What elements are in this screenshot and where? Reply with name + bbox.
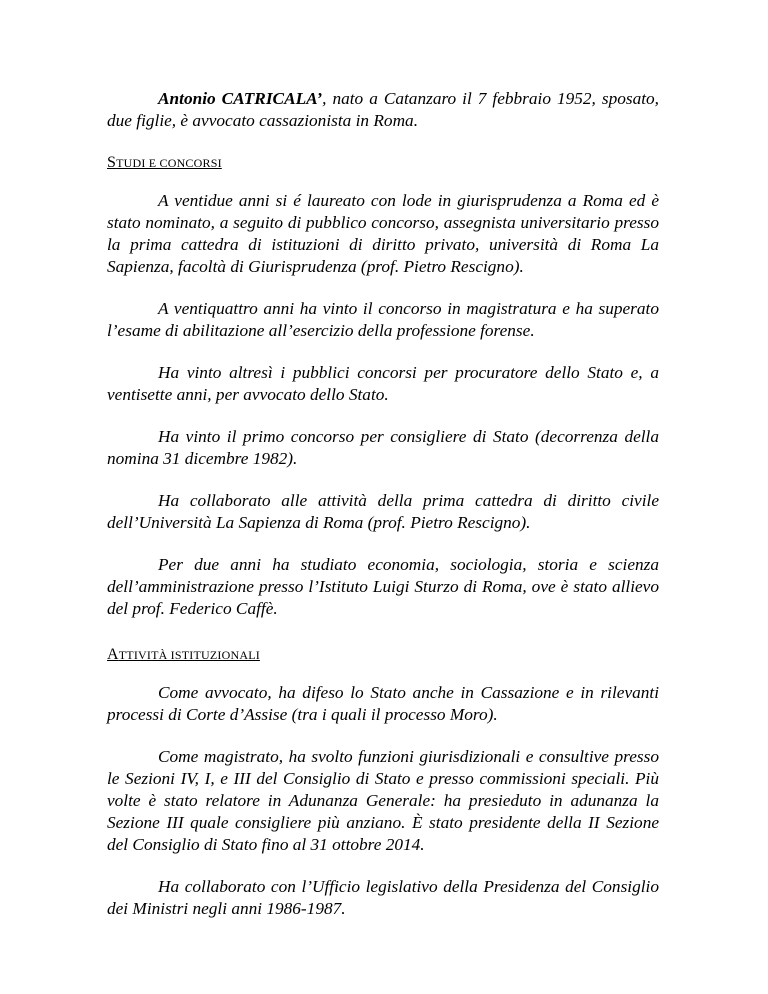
paragraph: Ha collaborato con l’Ufficio legislativo della Presidenza del Consiglio dei Ministri negli anni 1986-1987. — [107, 877, 659, 918]
document-page — [107, 88, 659, 940]
paragraph: Ha vinto il primo concorso per consigliere di Stato (decorrenza della nomina 31 dicembre 1982). — [107, 427, 659, 468]
paragraph: Ha collaborato alle attività della prima cattedra di diritto civile dell’Università La Sapienza di Roma (prof. Pietro Rescigno). — [107, 491, 659, 532]
intro-text: , nato a Catanzaro il 7 febbraio 1952, sposato, due figlie, è avvocato cassazionista in Roma. — [107, 89, 659, 130]
heading-initial: S — [107, 154, 117, 171]
paragraph: A ventiquattro anni ha vinto il concorso in magistratura e ha superato l’esame di abilitazione all’esercizio della professione forense. — [107, 299, 659, 340]
section-heading-studi — [107, 154, 659, 172]
person-name: Antonio CATRICALA’ — [158, 89, 323, 108]
intro-paragraph — [107, 88, 659, 132]
heading-initial: A — [107, 646, 119, 663]
paragraph: Ha vinto altresì i pubblici concorsi per procuratore dello Stato e, a ventisette anni, per avvocato dello Stato. — [107, 363, 659, 404]
paragraph: A ventidue anni si é laureato con lode in giurisprudenza a Roma ed è stato nominato, a seguito di pubblico concorso, assegnista universitario presso la prima cattedra di istituzioni di diritto privato, università di Roma La Sapienza, facoltà di Giurisprudenza (prof. Pietro Rescigno). — [107, 191, 659, 276]
paragraph: Per due anni ha studiato economia, sociologia, storia e scienza dell’amministrazione presso l’Istituto Luigi Sturzo di Roma, ove è stato allievo del prof. Federico Caffè. — [107, 555, 659, 618]
section-heading-attivita — [107, 646, 659, 664]
heading-rest: TUDI E CONCORSI — [116, 156, 222, 170]
paragraph: Come avvocato, ha difeso lo Stato anche in Cassazione e in rilevanti processi di Corte d’Assise (tra i quali il processo Moro). — [107, 683, 659, 724]
heading-rest: TTIVITÀ ISTITUZIONALI — [118, 648, 260, 662]
paragraph: Come magistrato, ha svolto funzioni giurisdizionali e consultive presso le Sezioni IV, I, e III del Consiglio di Stato e presso commissioni speciali. Più volte è stato relatore in Adunanza Generale: ha presieduto in adunanza la Sezione III quale consigliere più anziano. È stato presidente della II Sezione del Consiglio di Stato fino al 31 ottobre 2014. — [107, 747, 659, 854]
